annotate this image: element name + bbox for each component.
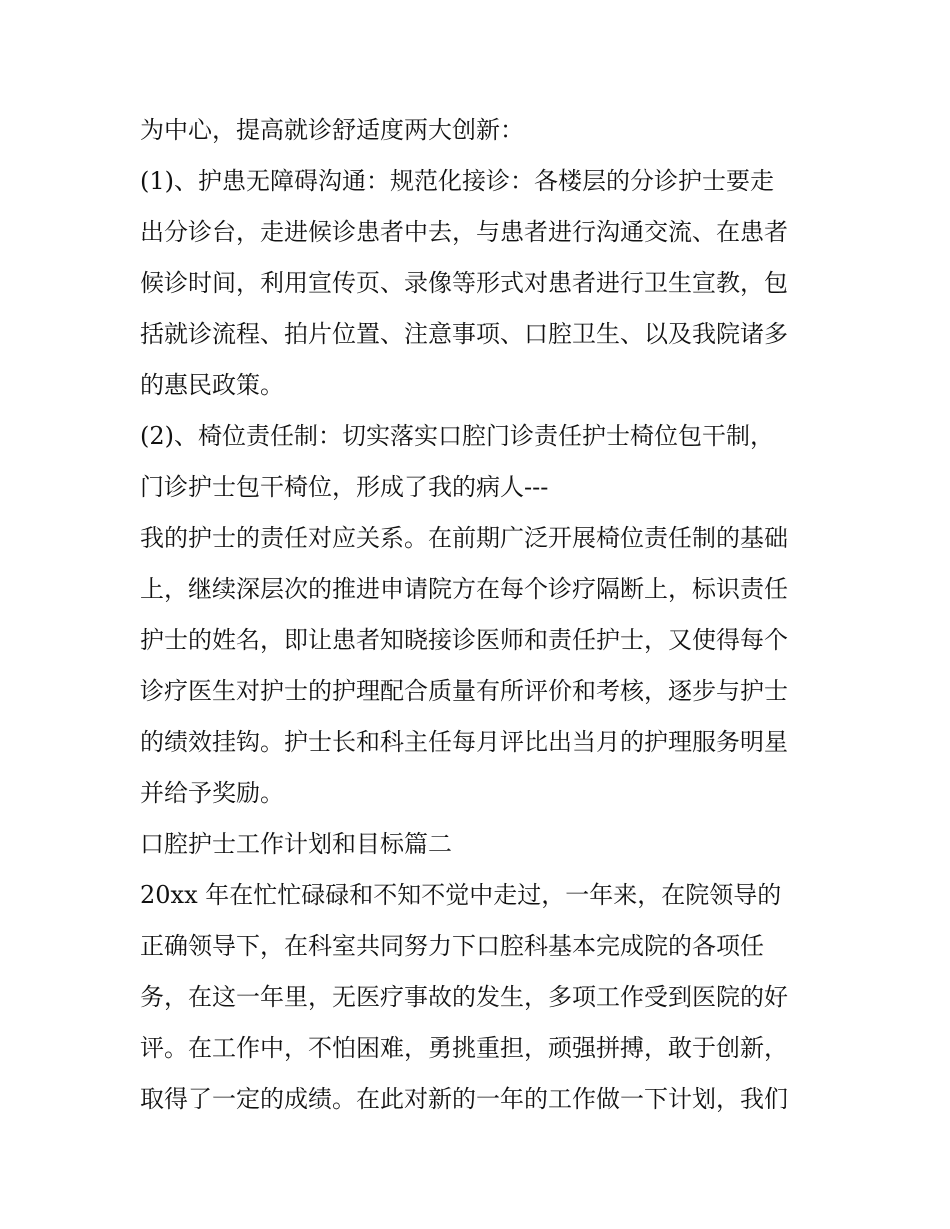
text-line: 并给予奖励。	[140, 779, 284, 807]
text-line: 候诊时间，利用宣传页、录像等形式对患者进行卫生宣教，包	[140, 269, 788, 297]
text-line: 出分诊台，走进候诊患者中去，与患者进行沟通交流、在患者	[140, 218, 788, 246]
text-line: 括就诊流程、拍片位置、注意事项、口腔卫生、以及我院诸多	[140, 320, 788, 348]
text-line: (2)、椅位责任制：切实落实口腔门诊责任护士椅位包干制，	[140, 422, 774, 450]
text-line: 护士的姓名，即让患者知晓接诊医师和责任护士，又使得每个	[140, 626, 788, 654]
text-line: 门诊护士包干椅位，形成了我的病人---	[140, 473, 549, 501]
section-heading: 口腔护士工作计划和目标篇二	[140, 830, 452, 858]
text-line: 上，继续深层次的推进申请院方在每个诊疗隔断上，标识责任	[140, 575, 788, 603]
text-line: 务，在这一年里，无医疗事故的发生，多项工作受到医院的好	[140, 983, 788, 1011]
text-line: 为中心，提高就诊舒适度两大创新：	[140, 116, 524, 144]
text-line: 的惠民政策。	[140, 371, 284, 399]
text-line: 评。在工作中，不怕困难，勇挑重担，顽强拼搏，敢于创新，	[140, 1034, 788, 1062]
text-line: 20xx 年在忙忙碌碌和不知不觉中走过，一年来，在院领导的	[140, 881, 782, 909]
text-line: 我的护士的责任对应关系。在前期广泛开展椅位责任制的基础	[140, 524, 788, 552]
text-line: 正确领导下，在科室共同努力下口腔科基本完成院的各项任	[140, 932, 764, 960]
text-line: 的绩效挂钩。护士长和科主任每月评比出当月的护理服务明星	[140, 728, 788, 756]
text-line: (1)、护患无障碍沟通：规范化接诊：各楼层的分诊护士要走	[140, 167, 774, 195]
text-line: 诊疗医生对护士的护理配合质量有所评价和考核，逐步与护士	[140, 677, 788, 705]
text-line: 取得了一定的成绩。在此对新的一年的工作做一下计划，我们	[140, 1085, 788, 1113]
